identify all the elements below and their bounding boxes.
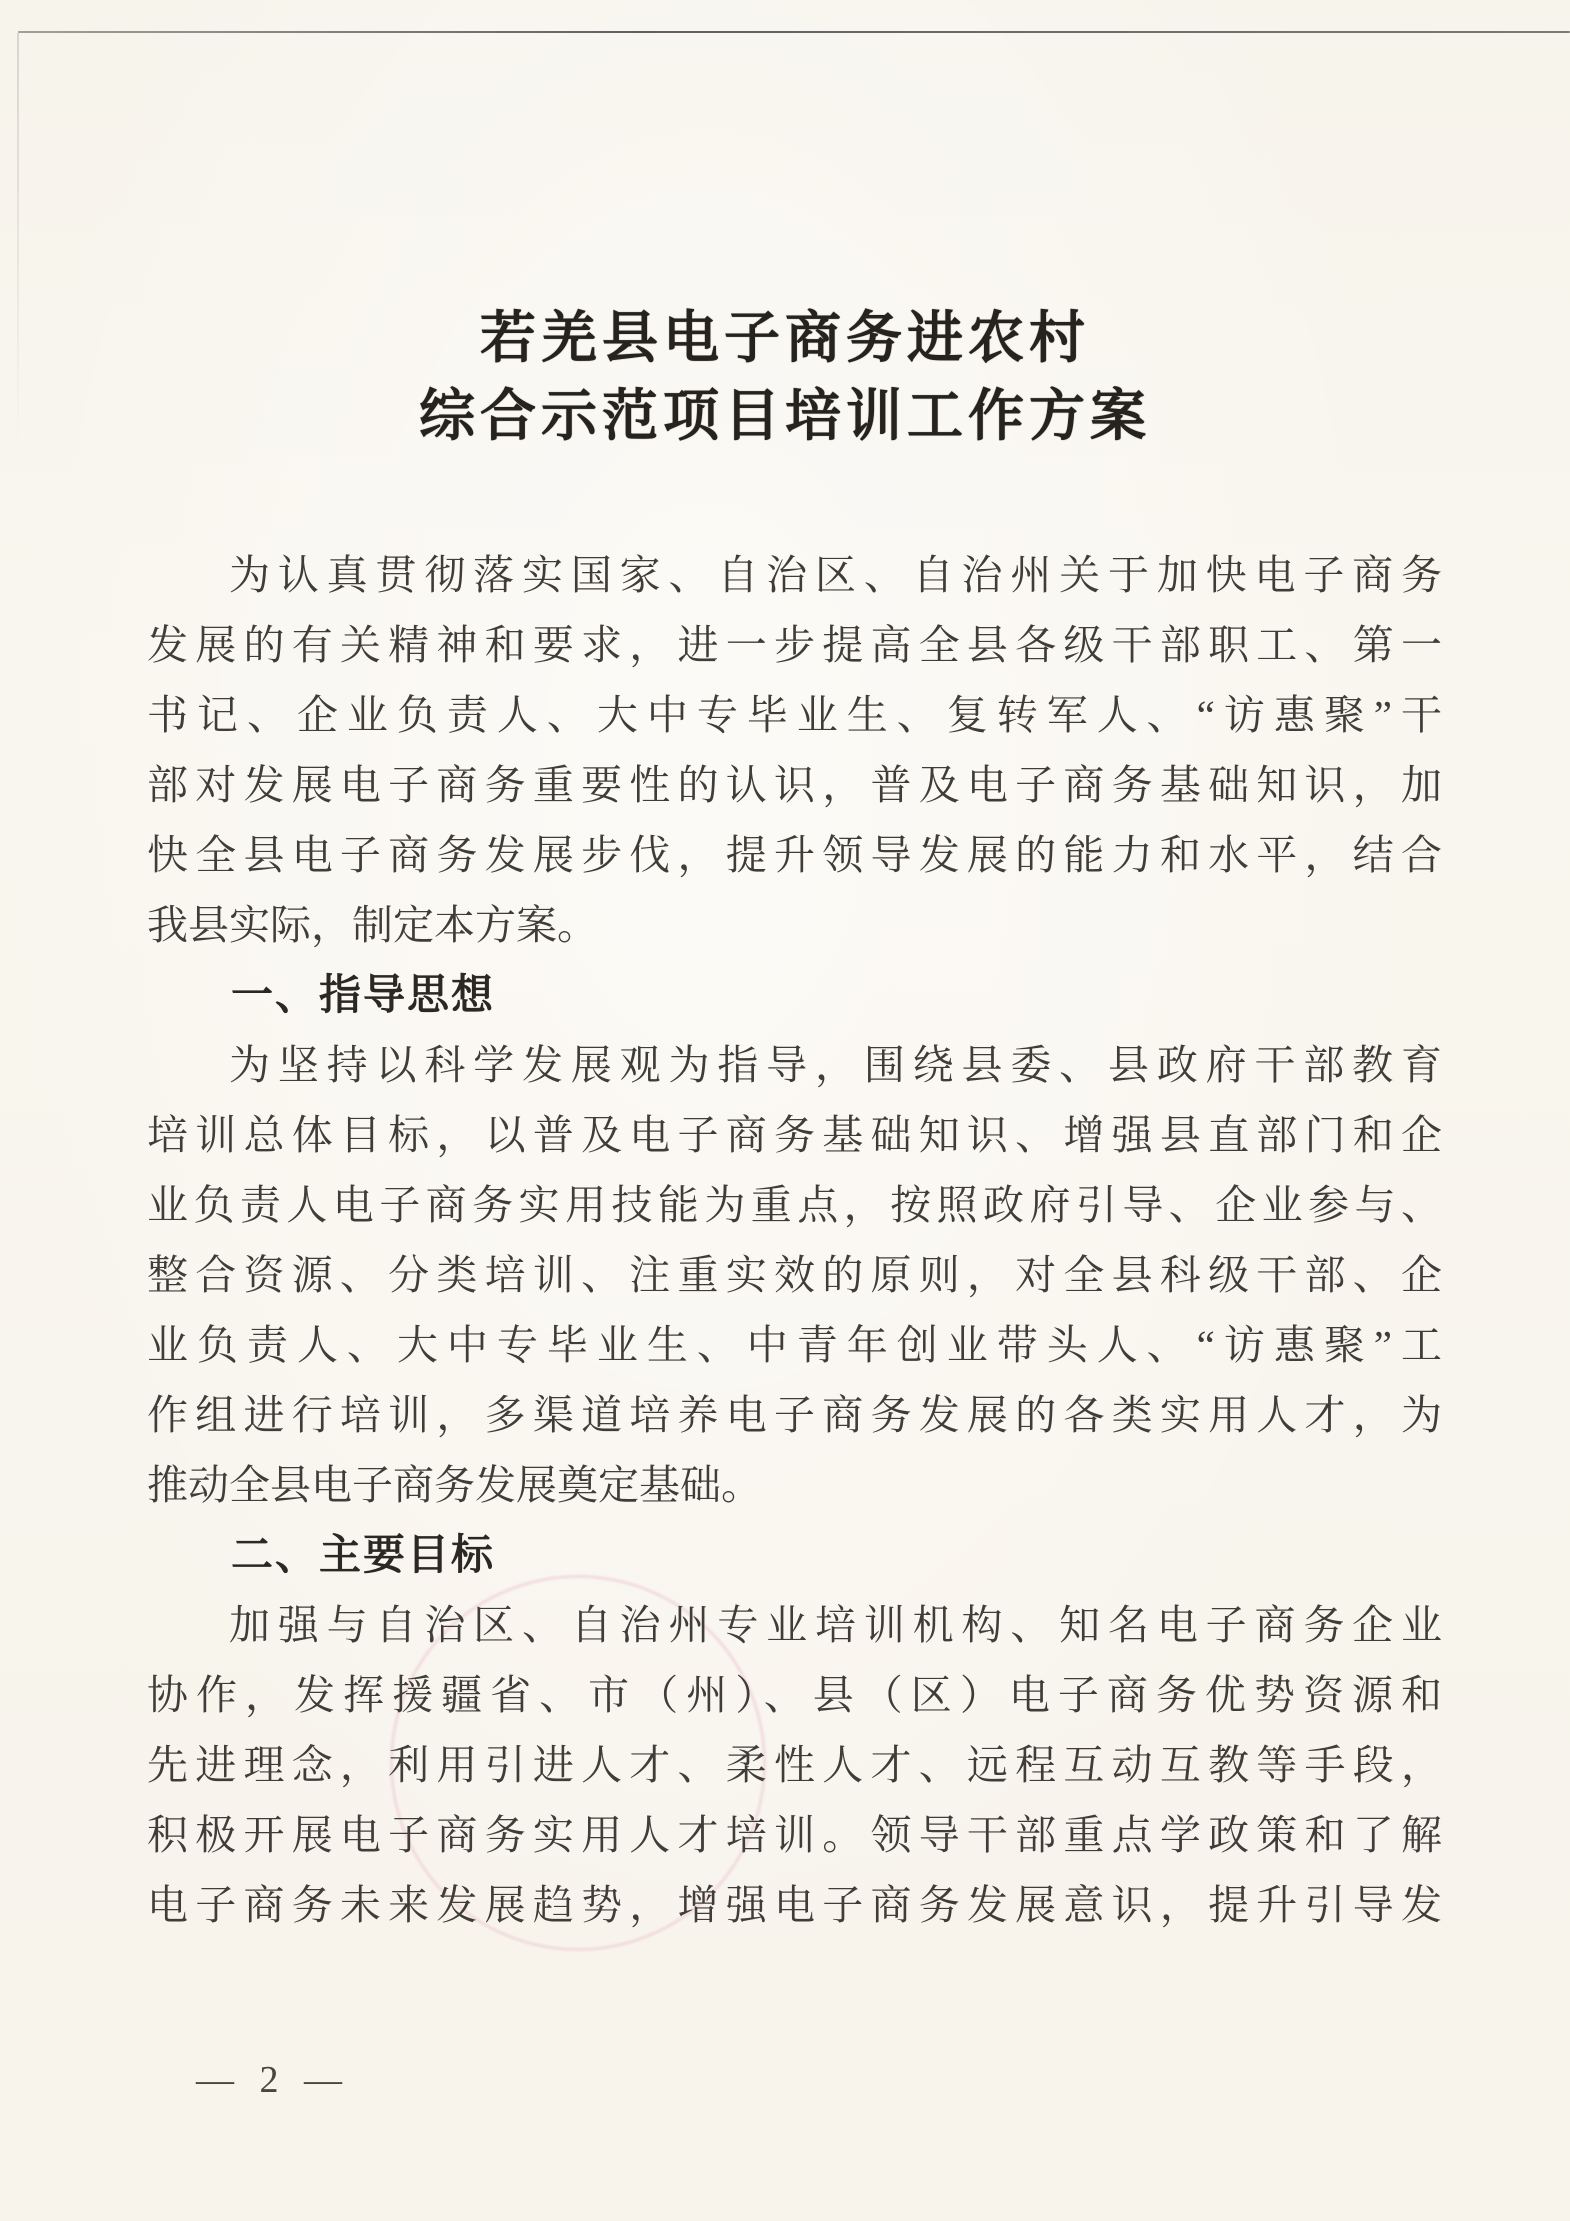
title-line-1: 若羌县电子商务进农村 bbox=[480, 308, 1090, 370]
document-title bbox=[0, 300, 1570, 456]
body-line: 为坚持以科学发展观为指导，围绕县委、县政府干部教育 bbox=[229, 1042, 1442, 1088]
title-line-2: 综合示范项目培训工作方案 bbox=[419, 386, 1151, 448]
section-heading-1: 一、指导思想 bbox=[231, 971, 496, 1018]
scan-artifact-line bbox=[18, 31, 1570, 33]
body-line: 整合资源、分类培训、注重实效的原则，对全县科级干部、企 bbox=[147, 1252, 1442, 1298]
body-line: 加强与自治区、自治州专业培训机构、知名电子商务企业 bbox=[229, 1602, 1442, 1648]
section-heading-2: 二、主要目标 bbox=[231, 1531, 496, 1578]
body-line: 书记、企业负责人、大中专毕业生、复转军人、“访惠聚”干 bbox=[147, 692, 1442, 738]
body-line: 业负责人电子商务实用技能为重点，按照政府引导、企业参与、 bbox=[147, 1182, 1442, 1228]
body-line: 电子商务未来发展趋势，增强电子商务发展意识，提升引导发 bbox=[147, 1882, 1442, 1928]
body-line: 发展的有关精神和要求，进一步提高全县各级干部职工、第一 bbox=[147, 622, 1442, 668]
body-line: 业负责人、大中专毕业生、中青年创业带头人、“访惠聚”工 bbox=[147, 1322, 1442, 1368]
body-line: 作组进行培训，多渠道培养电子商务发展的各类实用人才，为 bbox=[147, 1392, 1442, 1438]
body-line: 先进理念，利用引进人才、柔性人才、远程互动互教等手段， bbox=[147, 1742, 1442, 1788]
body-line: 推动全县电子商务发展奠定基础。 bbox=[147, 1462, 762, 1508]
body-line: 快全县电子商务发展步伐，提升领导发展的能力和水平，结合 bbox=[147, 832, 1442, 878]
body-line: 为认真贯彻落实国家、自治区、自治州关于加快电子商务 bbox=[229, 552, 1442, 598]
body-line: 积极开展电子商务实用人才培训。领导干部重点学政策和了解 bbox=[147, 1812, 1442, 1858]
body-line: 协作，发挥援疆省、市（州）、县（区）电子商务优势资源和 bbox=[147, 1672, 1442, 1718]
document-body bbox=[147, 540, 1442, 1940]
body-line: 我县实际，制定本方案。 bbox=[147, 902, 598, 948]
body-line: 培训总体目标，以普及电子商务基础知识、增强县直部门和企 bbox=[147, 1112, 1442, 1158]
page-number: — 2 — bbox=[196, 2059, 350, 2101]
body-line: 部对发展电子商务重要性的认识，普及电子商务基础知识，加 bbox=[147, 762, 1442, 808]
